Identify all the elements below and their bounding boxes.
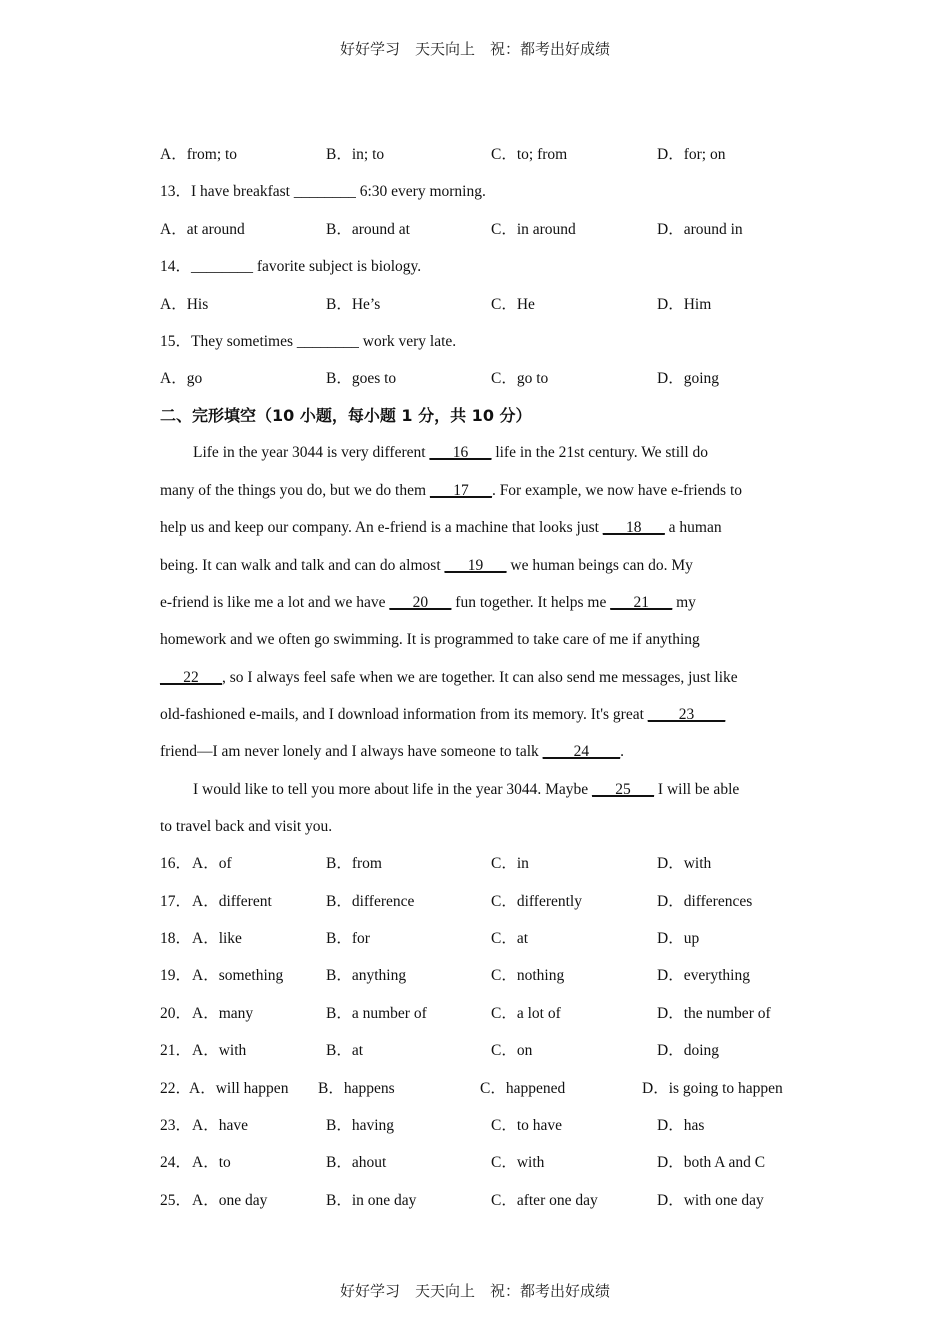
section-title: 二、完形填空（10 小题，每小题 1 分，共 10 分） (160, 406, 532, 425)
blank-22: ___22___ (160, 669, 222, 686)
option-a: A．different (192, 893, 272, 910)
q12-option-b: B．in; to (326, 146, 385, 163)
option-b: B．a number of (326, 1005, 427, 1022)
passage-line-3: help us and keep our company. An e-friend is a machine that looks just ___18___ a human (160, 519, 722, 536)
option-a: A．many (192, 1005, 254, 1022)
option-a: A．with (192, 1042, 247, 1059)
blank-23: ____23____ (647, 706, 726, 723)
blank-20: ___20___ (389, 594, 452, 611)
blank-25: ___25___ (592, 781, 655, 798)
q13-option-d: D．around in (657, 221, 743, 238)
option-b: B．in one day (326, 1192, 417, 1209)
q13-option-a: A．at around (160, 221, 245, 238)
question-number: 24． (160, 1154, 192, 1171)
question-number: 18． (160, 930, 192, 947)
option-d: D．the number of (657, 1005, 771, 1022)
option-b: B．from (326, 855, 382, 872)
option-c: C．differently (491, 893, 582, 910)
q15-option-a: A．go (160, 370, 203, 387)
passage-line-6: homework and we often go swimming. It is programmed to take care of me if anything (160, 631, 700, 648)
option-d: D．both A and C (657, 1154, 766, 1171)
blank-18: ___18___ (602, 519, 665, 536)
question-number: 21． (160, 1042, 192, 1059)
passage-line-10: I would like to tell you more about life in the year 3044. Maybe ___25___ I will be able (193, 781, 740, 798)
option-c: C．in (491, 855, 529, 872)
option-a: A．like (192, 930, 242, 947)
question-number: 20． (160, 1005, 192, 1022)
q12-option-c: C．to; from (491, 146, 568, 163)
option-c: C．after one day (491, 1192, 598, 1209)
blank-17: ___17___ (429, 482, 492, 499)
option-b: B．happens (318, 1080, 395, 1097)
option-b: B．ahout (326, 1154, 387, 1171)
q14-option-a: A．His (160, 296, 209, 313)
option-a: A．something (192, 967, 284, 984)
option-b: B．difference (326, 893, 415, 910)
question-number: 19． (160, 967, 192, 984)
option-d: D．with one day (657, 1192, 764, 1209)
passage-line-5: e-friend is like me a lot and we have ___20___ fun together. It helps me ___21___ my (160, 594, 696, 611)
q12-option-d: D．for; on (657, 146, 726, 163)
q15-stem: 15．They sometimes ________ work very late. (160, 333, 457, 350)
question-number: 25． (160, 1192, 192, 1209)
option-d: D．everything (657, 967, 750, 984)
passage-line-11: to travel back and visit you. (160, 818, 333, 835)
option-b: B．at (326, 1042, 364, 1059)
passage-line-1: Life in the year 3044 is very different ___16___ life in the 21st century. We still do (193, 444, 709, 461)
option-c: C．to have (491, 1117, 563, 1134)
option-c: C．with (491, 1154, 545, 1171)
q15-option-b: B．goes to (326, 370, 397, 387)
q13-stem: 13．I have breakfast ________ 6:30 every morning. (160, 183, 486, 200)
option-d: D．up (657, 930, 700, 947)
q14-option-c: C．He (491, 296, 535, 313)
option-d: D．is going to happen (642, 1080, 783, 1097)
option-b: B．for (326, 930, 370, 947)
option-d: D．doing (657, 1042, 720, 1059)
option-a: A．to (192, 1154, 231, 1171)
option-a: A．of (192, 855, 232, 872)
option-a: A．will happen (189, 1080, 289, 1097)
q14-option-d: D．Him (657, 296, 712, 313)
option-a: A．one day (192, 1192, 268, 1209)
page-header: 好好学习 天天向上 祝：都考出好成绩 (339, 40, 610, 58)
question-number: 23． (160, 1117, 192, 1134)
blank-19: ___19___ (444, 557, 507, 574)
q14-stem: 14．________ favorite subject is biology. (160, 258, 422, 275)
question-number: 16． (160, 855, 192, 872)
blank-16: ___16___ (429, 444, 492, 461)
passage-line-7: ___22___, so I always feel safe when we are together. It can also send me messages, just like (160, 669, 738, 686)
question-number: 17． (160, 893, 192, 910)
passage-line-2: many of the things you do, but we do them ___17___. For example, we now have e-friends to (160, 482, 743, 499)
q15-option-d: D．going (657, 370, 720, 387)
passage-line-8: old-fashioned e-mails, and I download information from its memory. It's great ____23____ (160, 706, 726, 723)
blank-24: ____24____ (542, 743, 621, 760)
q13-option-b: B．around at (326, 221, 410, 238)
q15-option-c: C．go to (491, 370, 549, 387)
option-c: C．on (491, 1042, 533, 1059)
q14-option-b: B．He’s (326, 296, 381, 313)
q13-option-c: C．in around (491, 221, 576, 238)
option-c: C．happened (480, 1080, 566, 1097)
option-b: B．anything (326, 967, 407, 984)
passage-line-4: being. It can walk and talk and can do almost ___19___ we human beings can do. My (160, 557, 693, 574)
option-c: C．nothing (491, 967, 565, 984)
blank-21: ___21___ (610, 594, 673, 611)
question-number: 22． (160, 1080, 192, 1097)
option-b: B．having (326, 1117, 395, 1134)
option-c: C．a lot of (491, 1005, 561, 1022)
page-footer: 好好学习 天天向上 祝：都考出好成绩 (339, 1282, 610, 1300)
q12-option-a: A．from; to (160, 146, 238, 163)
option-a: A．have (192, 1117, 248, 1134)
passage-line-9: friend—I am never lonely and I always have someone to talk ____24____. (160, 743, 625, 760)
option-d: D．with (657, 855, 712, 872)
option-d: D．has (657, 1117, 705, 1134)
option-c: C．at (491, 930, 529, 947)
option-d: D．differences (657, 893, 753, 910)
